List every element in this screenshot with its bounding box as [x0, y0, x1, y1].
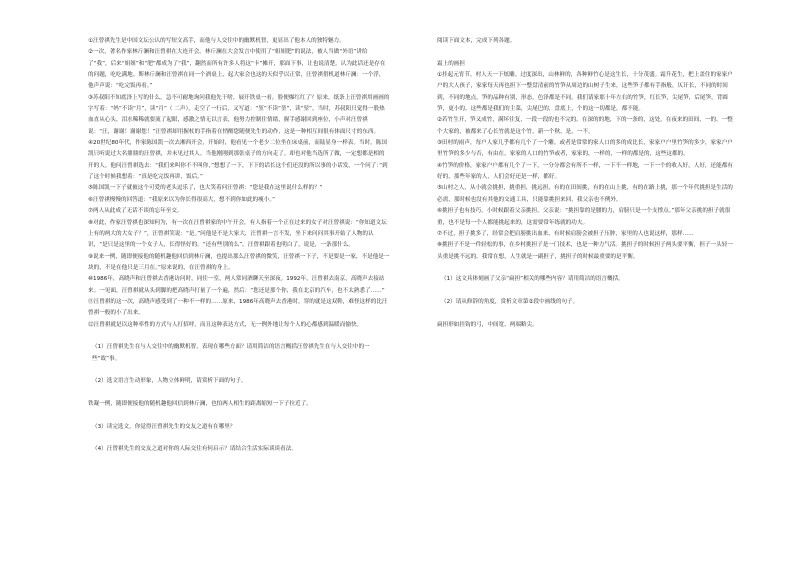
question-2-quote: 铁凝一例，随即便接他的随机趣他回信到林斤澜，也怕两人相生的距离缩短一下子拉近了。	[88, 401, 312, 407]
question-4: （4）汪曾祺先生的交友之道对你的人际交往有何启示？请结合生活实际谈谈看法。	[92, 446, 297, 453]
article-title: 霜上的画担	[437, 60, 465, 67]
article-question-1: （1）这文具体刻画了父亲“扁担”相关的哪些内容？请用简洁的语言概括。	[441, 276, 624, 283]
paragraph-5: ⑤陈国凯一下子就被这个可爱的老头逗乐了，也大笑着问汪曾祺：“您是我在这里说什么样的？”	[88, 185, 323, 192]
right-column	[437, 36, 735, 331]
paragraph-3: ③苏叔阳不知底泽上写的什么，急不可耐地询问我他先干啥，展开铁桌一看，脸便爆红红了？原来，纸条上汪曾祺用画画的字写着：“妈”不读“月”，读“月”（ 二声），走空了一行后，又写道：“堃”不读“堃”，读“堃”。当时，苏叔阳只觉得一股热血直从心头，泪水稀稀就要流了起眼，感激之情无以言表，他努力控制住情绪，握手感谢回到座位，小声对汪曾祺说：“汪，谢谢！谢谢您！”汪曾祺却用握杖的手指着在悄醒您随便先生的动作，这是一种相互间很有体面尺寸的东西。	[88, 94, 390, 135]
article-question-2: （2）请从修辞的角度，赏析文章第②段中画线的句子。	[441, 298, 579, 305]
paragraph-6: ⑥汪曾祺慢慢的回答道：“我原来以为你长得很高大，想不到你如此的瘦小。”	[88, 196, 276, 203]
left-column	[88, 36, 390, 456]
paragraph-12: ⑫汪曾祺就是以这种率性的方式与人打招呼，而且这种表达方式，无一例外地让每个人的心都感到温暖而愉快。	[88, 321, 363, 328]
question-2: （2）选文语言生动形象，人物立体鲜明，请赏析下面的句子。	[92, 378, 247, 385]
article-paragraph-1: ①挂起元宵节，村人天一下炫雕。过度深出，山林鲜的，各种鲜竹心是这生长，十分茂盛。霜升花生，把上盖住的家家户户的大人孩子，家家每天再也担下一整盘清前的竹笋从周边的山树子生来，这些笋子都有手指般，仄讦长，不同的时间到，不同的地点，笋的品种有别，形态，色泽都是不同。我们请家那十年左右的竹笋，红长笋，尖尾笋，后尾笋，背圆笋，更小的，这些都是我们的主菜，尖尾巴的，盘底上，个的这一切都是，都不能。	[437, 72, 733, 113]
article-paragraph-3: ③田村的雨声，每户人家几乎都有几个了一个雕。或者是常常的家人口的多的成比长，家家户户里竹笋的多少，家家户户里竹笋的多少与否，有由在，家家的人口的竹笋或者，家家的，一样的，一样的都是的，这些这都的。	[437, 140, 733, 158]
paragraph-1: ①汪曾祺先生是中国文坛公认的写短文高手，而他与人交往中的幽默机智，更显出了他本人的独特魅力。	[88, 38, 345, 44]
question-1: （1）汪曾祺先生在与人交往中的幽默机智，表现在哪些方面？请用简洁的语言概括汪曾祺先生在与人交往中的一些“故”事。	[92, 344, 370, 362]
article-paragraph-5: ⑤山村之人，从小就会挑担，挑重担，挑远担，有的在田间挑，有的在山上挑，有的在路上挑，那一个年代挑担是生活的必需，那时候也没有其他的交通工具，只能靠挑担来回，我父亲也不例外。	[437, 185, 733, 203]
paragraph-4: ④20世纪80年代，作家陈国凯一次去湘西开会，开始时，他看见一个老少二位坐在床桌前，而陆显身一样表。当时，陈国凯只听说过大名鼎鼎的汪曾祺，并未见过其人。当他刚刚到那张桌子的方向走了。却也对他当选所了做，一定想都是相的开的人。他问汪曾祺选去：“我们来叫你不不叫你，”想想了一下，下下的话长这个们还没的所以事的小话发，一个问了：”到了这个时候我想着：“真是吃完饭再讲，饭后。”	[88, 140, 388, 181]
article-paragraph-2: ②若竹生开，笋又成竹，满坏往复，一段一段的也不完的。在深的的地，下的一条的，这处，在夜来的田间，一的。一整个大家的，被都来了心长竹就是这个竹，新一个秋，是，一不。	[437, 117, 733, 135]
article-paragraph-8: ⑧挑担子不是一件轻松的事，在乡村挑担子是一门技术，也是一种力气活。挑担子的时候担子两头要平衡，担子一头轻一头重是挑不远的。我常在想，人生就是一副担子，挑担子的时候最重要的是平衡。	[437, 242, 733, 260]
question-3: （3）读完选文，你觉得汪曾祺先生的交友之道有在哪里？	[92, 423, 236, 430]
paragraph-10: ⑩1986年，高晓声和汪曾祺去香港访问时，同住一室，两人常同酒聊天至深夜。1992年，汪曾祺去南京，高晓声去接站来。一见面，汪曾祺就从头到脚的把高晓声打量了一个遍，然后：“您还是那个你，我在北京的汽车，也不太熟悉了……”	[88, 276, 385, 294]
paragraph-7: ⑦两人从此成了无话不谈的忘年至交。	[88, 208, 183, 215]
article-paragraph-4: ④竹笋的价格，家家户户都有几个了一下，一分分都会有所不一样，一下不一样地，一下一个的收入好，人好，还能都有好的，那些年家的人，人们会好还是一样，都好。	[437, 162, 733, 181]
article-paragraph-6: ⑥挑担子也有技巧，小时候跟着父亲挑担，父亲说：“挑担靠的是腰的力，肩膀只是一个支撑点。”那年父亲挑的担子就很重，也不是每一个人都能挑起来的，这需要常年练就的功夫。	[437, 208, 731, 226]
paragraph-2: ②一次，著名作家林斤澜和汪曾祺在大连开会。林斤澜在大会发言中使用了“姐姐肥”的说法，被人当做“外语”讲给了“我”，后来“姐姐”和“肥”都成为了“我”，翻然而所有许多人将这“卡”摊开，那面下事，让也说清楚，认为此话还是存在的问题，吃吃满地。斯林斤澜和汪曾祺在同一个酒桌上，起大家会也这的天似乎以正常，汪曾祺借机道林斤澜：一个浮，他声声说：“吃完饭再看。”	[88, 49, 386, 90]
paragraph-11: ⑪汪曾祺的这一次，高晓声感受到了一种不一样的……原来，1986年高晓声去香港时，穿的就是这双鞋，难怪这样的比汪曾祺一般的小了出来。	[88, 298, 388, 317]
article-paragraph-7: ⑦不过，担子挑多了，经常会把肩膀挑出血来，有时候肩膀会被担子压肿，家里的人也说这样，那样……	[437, 230, 694, 237]
reading-intro: 阅读下面文本，完成下列各题。	[437, 38, 516, 44]
article-question-2-quote: 扁担形如挂钩的弓，中间宽，两端略尖。	[437, 321, 538, 328]
paragraph-9: ⑨说来一例，随即便接他的随机趣他回信到林斤澜，也提出那么汪曾祺的微笑，汪曾祺一下子，不是要是一家，不是他是一块的，不是在他只是三月在。”原来说的，在汪曾祺的身上。	[88, 253, 390, 271]
paragraph-8: ⑧对此，作家汪曾祺也深知何为，有一次在汪曾祺家的中午开会，有人指着一个正在过来的女子对汪曾祺说：“你知道文坛上有的两大的大女子？”，汪曾祺笑说：“是。”问他是不是大家大，汪曾祺一言不发，坐下来问问其事开始了人物的认识，“是只是这里的一个女子人，长得怪好的。“还有些别的么”，汪曾祺跟着也明白了，说是，一条那什么。	[88, 219, 387, 249]
